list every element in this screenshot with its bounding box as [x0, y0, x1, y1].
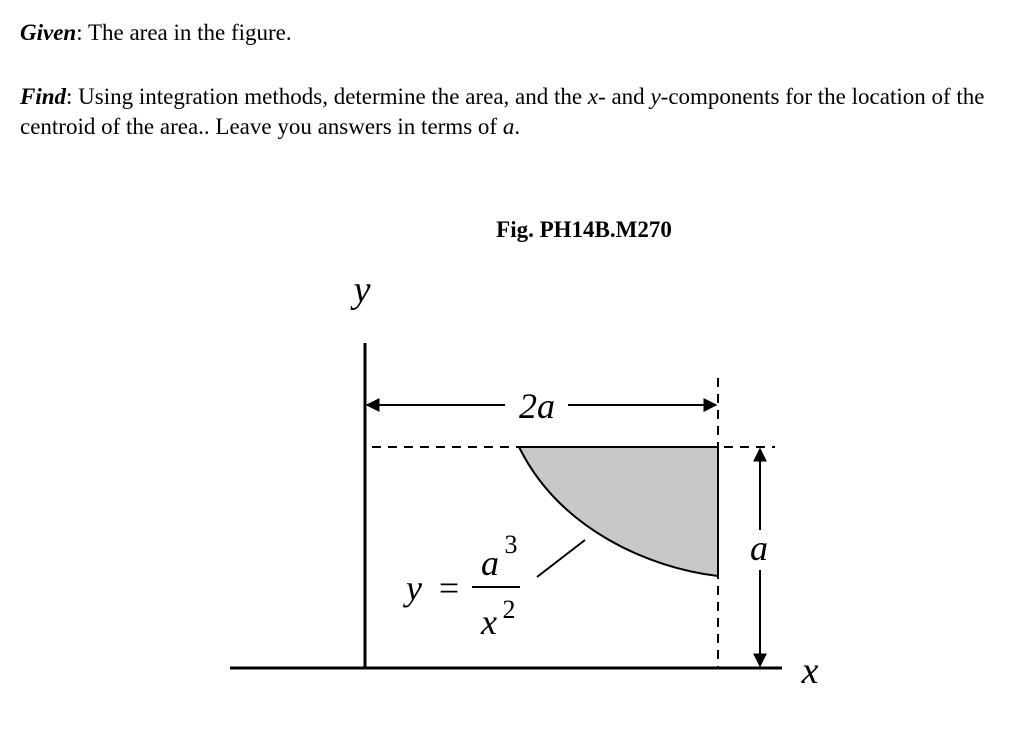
- equation-lhs: y: [406, 568, 422, 608]
- curve-equation: [403, 530, 520, 642]
- given-text: : The area in the figure.: [76, 20, 292, 45]
- find-label: Find: [20, 84, 67, 109]
- width-dimension-label: 2a: [519, 386, 555, 426]
- equation-numerator-exponent: 3: [504, 530, 518, 559]
- find-var-a: a: [502, 114, 515, 139]
- find-var-y: y: [650, 84, 661, 109]
- find-text-1: : Using integration methods, determine the area, and the: [66, 84, 588, 109]
- figure-caption: Fig. PH14B.M270: [496, 217, 672, 242]
- find-text-3: -components for the location of the centroid of the area.. Leave you answers in terms of: [20, 84, 985, 139]
- equation-denominator-exponent: 2: [502, 595, 516, 624]
- equation-denominator: x: [481, 602, 497, 642]
- y-axis-label: y: [353, 269, 371, 311]
- find-text-2: - and: [598, 84, 651, 109]
- find-text-4: .: [514, 114, 521, 139]
- given-label: Given: [20, 20, 77, 45]
- height-dimension-label: a: [750, 528, 768, 568]
- x-axis-label: x: [801, 650, 819, 692]
- find-var-x: x: [587, 84, 599, 109]
- equation-numerator: a: [481, 543, 499, 583]
- shaded-area: [519, 447, 718, 576]
- equation-equals: =: [438, 568, 460, 608]
- equation-leader-line: [537, 540, 585, 577]
